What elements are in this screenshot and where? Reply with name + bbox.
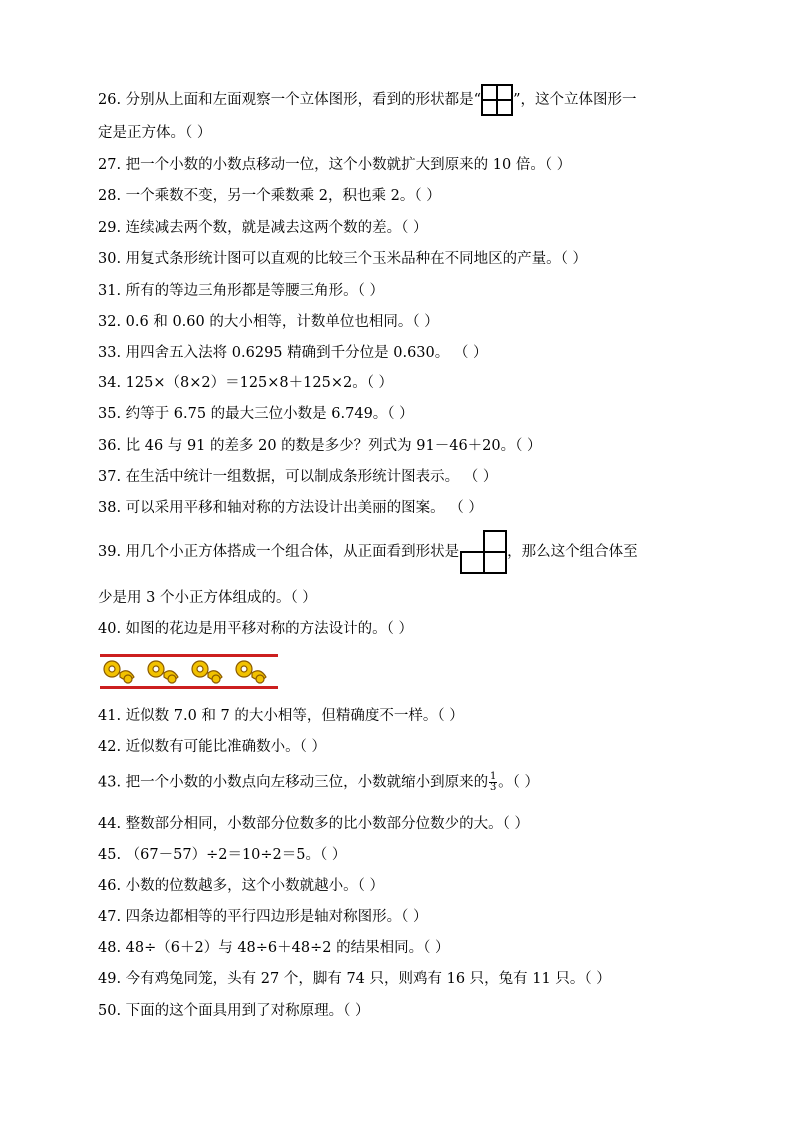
q39-text-after: ，那么这个组合体至 (507, 544, 638, 560)
question-38: 38. 可以采用平移和轴对称的方法设计出美丽的图案。 （ ） (98, 500, 483, 516)
question-39-line2: 少是用 3 个小正方体组成的。（ ） (98, 590, 317, 606)
question-40: 40. 如图的花边是用平移对称的方法设计的。（ ） (98, 621, 414, 637)
question-48: 48. 48÷（6＋2）与 48÷6＋48÷2 的结果相同。（ ） (98, 940, 450, 956)
q43-text-before: 43. 把一个小数的小数点向左移动三位，小数就缩小到原来的 (98, 774, 489, 791)
lace-border-image (98, 650, 280, 694)
question-49: 49. 今有鸡兔同笼，头有 27 个，脚有 74 只，则鸡有 16 只，兔有 11 只。（ ） (98, 971, 611, 987)
question-37: 37. 在生活中统计一组数据，可以制成条形统计图表示。 （ ） (98, 469, 498, 485)
q43-text-after: 。（ ） (498, 774, 540, 791)
question-50: 50. 下面的这个面具用到了对称原理。（ ） (98, 1003, 370, 1019)
question-31: 31. 所有的等边三角形都是等腰三角形。（ ） (98, 283, 385, 299)
q26-text-before: 26. 分别从上面和左面观察一个立体图形，看到的形状都是“ (98, 92, 482, 108)
question-43 (98, 772, 539, 793)
question-36: 36. 比 46 与 91 的差多 20 的数是多少？列式为 91－46＋20。（ ） (98, 438, 542, 454)
question-41: 41. 近似数 7.0 和 7 的大小相等，但精确度不一样。（ ） (98, 708, 464, 724)
q39-text-before: 39. 用几个小正方体搭成一个组合体，从正面看到形状是 (98, 544, 460, 560)
question-28: 28. 一个乘数不变，另一个乘数乘 2，积也乘 2。（ ） (98, 188, 441, 204)
question-45: 45. （67－57）÷2＝10÷2＝5。（ ） (98, 847, 347, 863)
fraction-denominator: 3 (489, 782, 497, 793)
question-47: 47. 四条边都相等的平行四边形是轴对称图形。（ ） (98, 909, 428, 925)
question-46: 46. 小数的位数越多，这个小数就越小。（ ） (98, 878, 385, 894)
question-33: 33. 用四舍五入法将 0.6295 精确到千分位是 0.630。 （ ） (98, 345, 488, 361)
l-shape-figure (459, 530, 507, 574)
grid-2x2-figure (481, 84, 513, 116)
fraction-numerator: 1 (489, 771, 497, 782)
question-30: 30. 用复式条形统计图可以直观的比较三个玉米品种在不同地区的产量。（ ） (98, 251, 588, 267)
question-35: 35. 约等于 6.75 的最大三位小数是 6.749。（ ） (98, 406, 414, 422)
question-26-line1 (98, 84, 637, 116)
q26-text-after: ”，这个立体图形一 (513, 92, 637, 108)
question-26-line2: 定是正方体。（ ） (98, 125, 212, 141)
question-44: 44. 整数部分相同，小数部分位数多的比小数部分位数少的大。（ ） (98, 816, 530, 832)
question-39-line1 (98, 530, 638, 574)
question-34: 34. 125×（8×2）＝125×8＋125×2。（ ） (98, 375, 394, 391)
question-27: 27. 把一个小数的小数点移动一位，这个小数就扩大到原来的 10 倍。（ ） (98, 157, 572, 173)
question-32: 32. 0.6 和 0.60 的大小相等，计数单位也相同。（ ） (98, 314, 439, 330)
fraction-one-third (489, 772, 497, 793)
question-29: 29. 连续减去两个数，就是减去这两个数的差。（ ） (98, 220, 428, 236)
question-42: 42. 近似数有可能比准确数小。（ ） (98, 739, 327, 755)
